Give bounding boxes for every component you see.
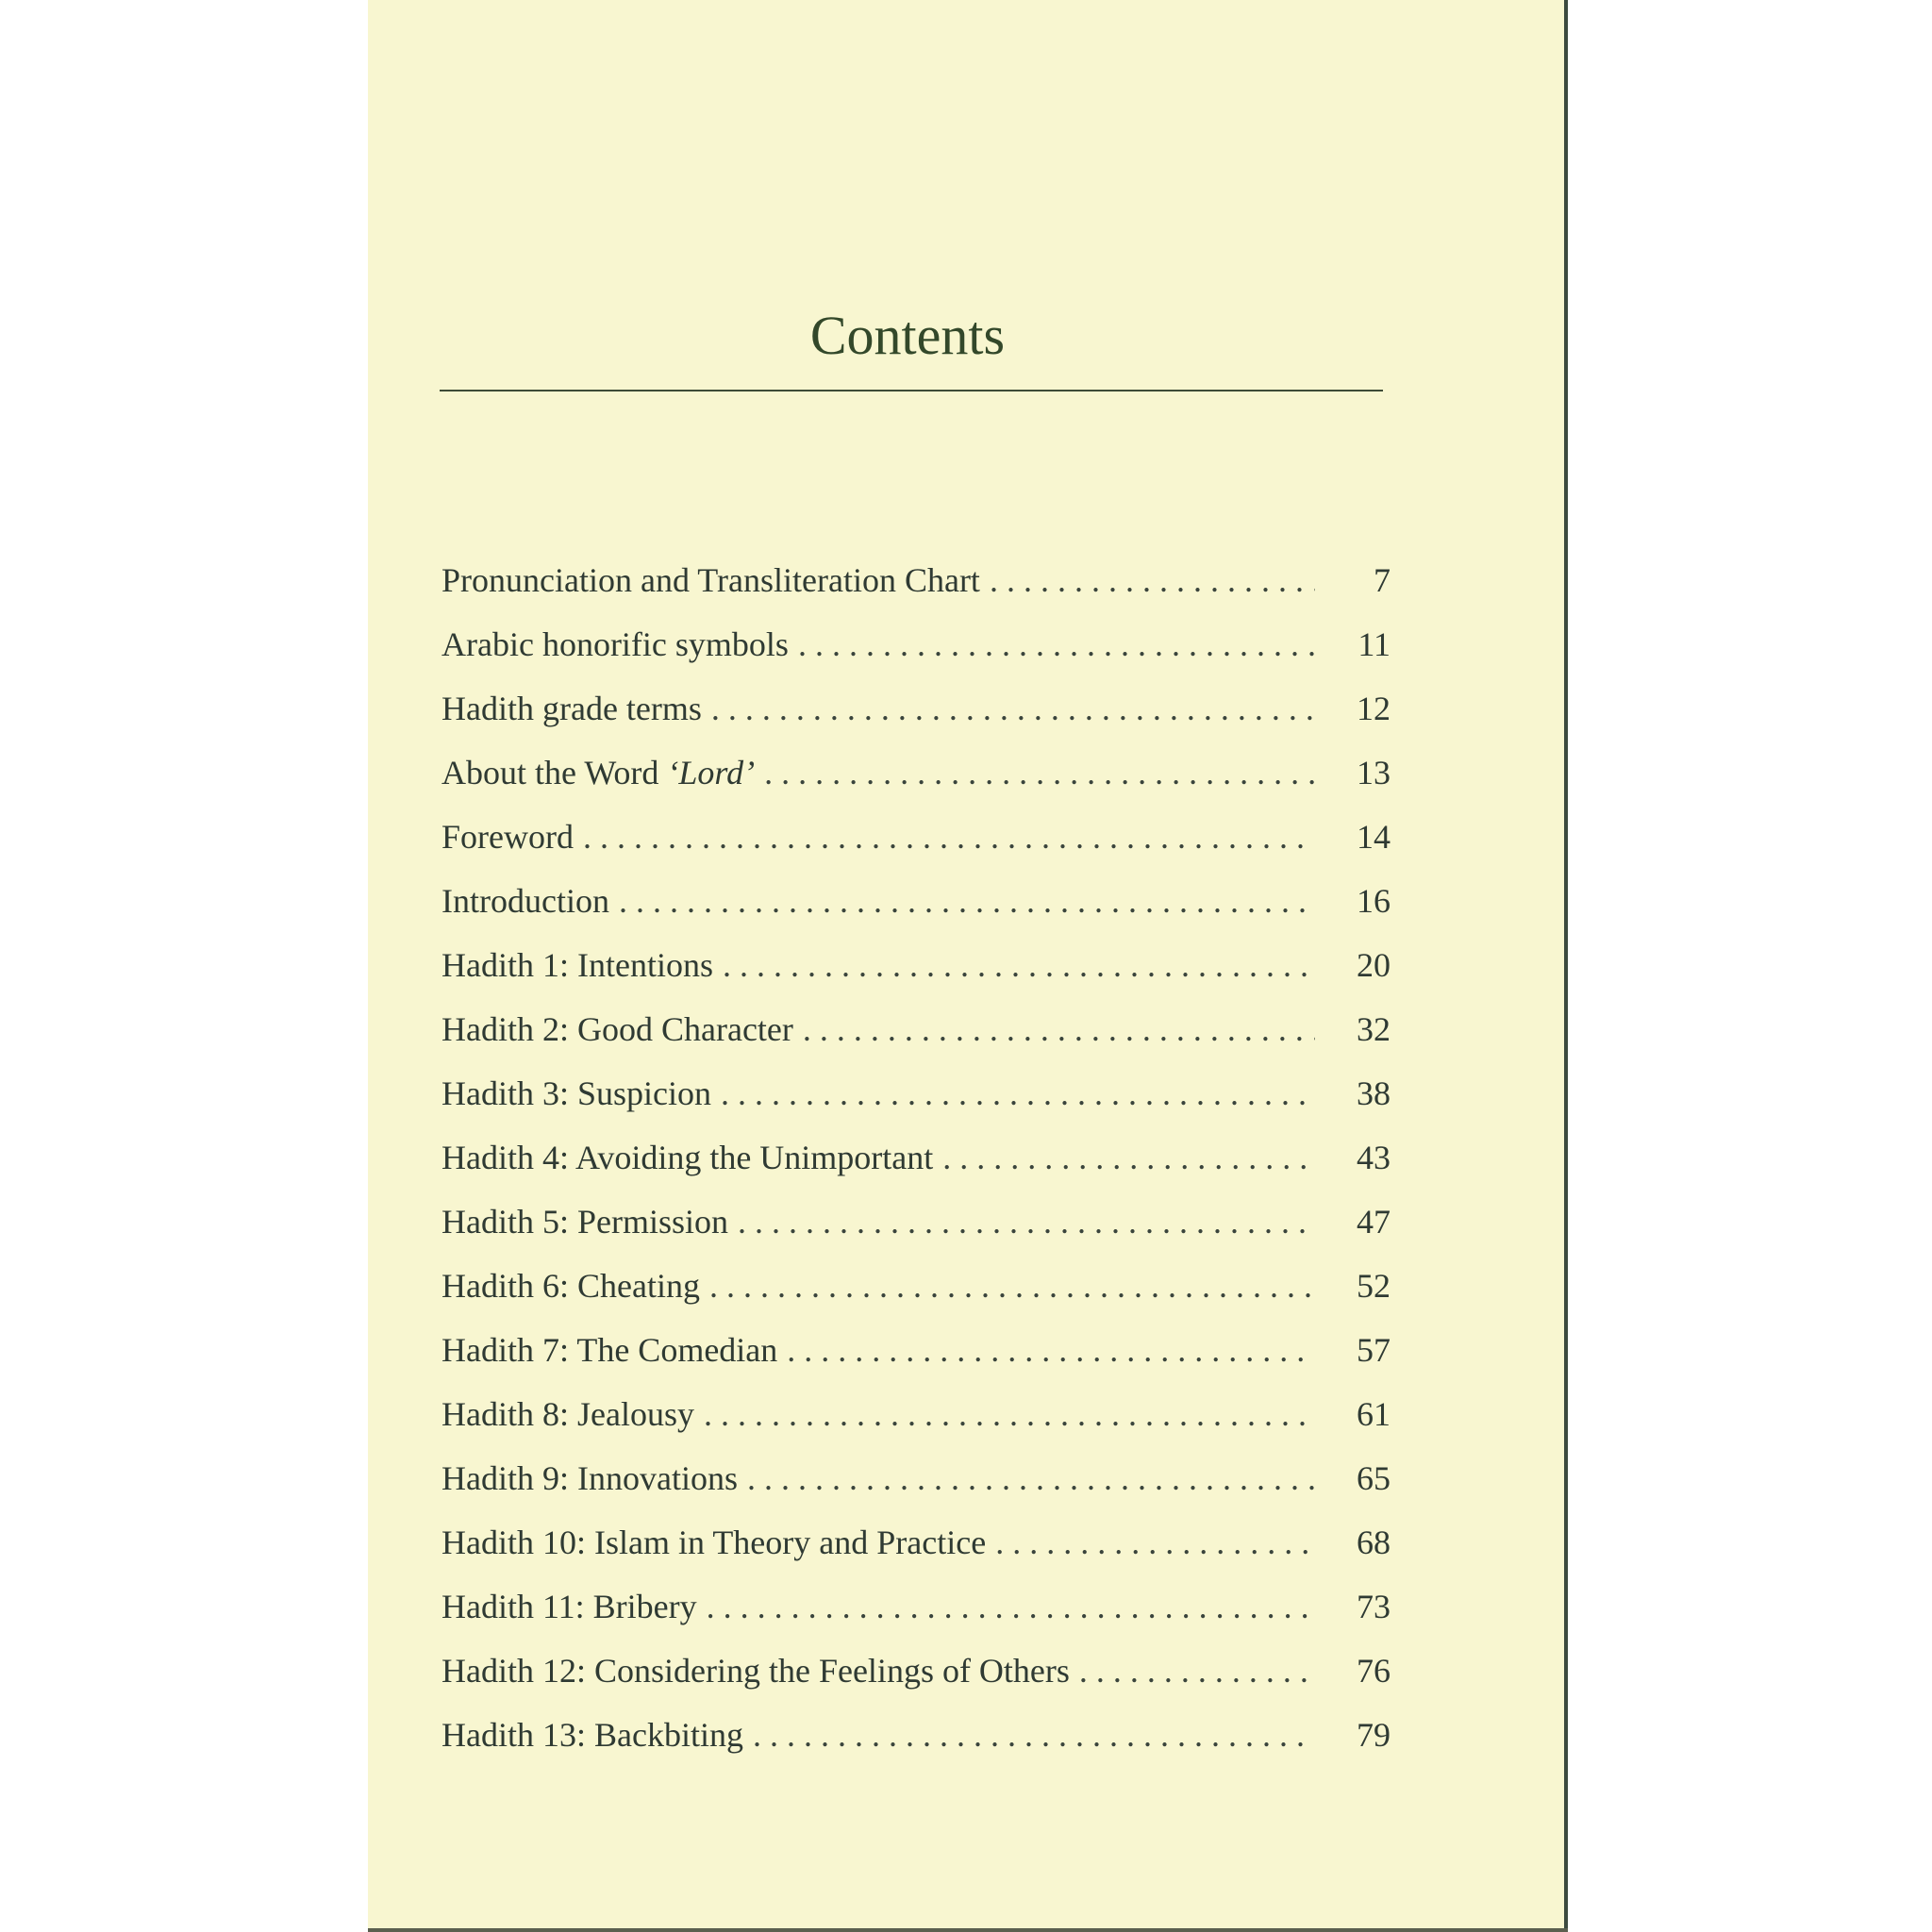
toc-entry-page: 11 — [1357, 625, 1391, 663]
page-bottom-edge — [368, 1928, 1568, 1932]
toc-entry-page: 73 — [1357, 1588, 1391, 1625]
toc-entry-page: 79 — [1357, 1716, 1391, 1754]
toc-entry-hadith-7 — [441, 1330, 1391, 1394]
toc-entry-hadith-6 — [441, 1266, 1391, 1330]
toc-entry-pronunciation — [441, 560, 1391, 625]
dot-leader — [709, 1266, 1315, 1306]
dot-leader — [747, 1458, 1315, 1498]
toc-entry-page: 7 — [1374, 561, 1391, 599]
toc-entry-title: Hadith 9: Innovations — [441, 1459, 738, 1497]
toc-entry-title: Pronunciation and Transliteration Chart — [441, 561, 980, 599]
toc-entry-hadith-12 — [441, 1651, 1391, 1715]
toc-entry-title: Hadith 4: Avoiding the Unimportant — [441, 1139, 934, 1176]
toc-entry-title: Hadith 13: Backbiting — [441, 1716, 743, 1754]
dot-leader — [619, 881, 1315, 921]
dot-leader — [995, 1523, 1315, 1562]
heading-rule — [440, 390, 1383, 391]
dot-leader — [704, 1394, 1315, 1434]
toc-entry-hadith-4 — [441, 1138, 1391, 1202]
toc-entry-word-lord — [441, 753, 1391, 817]
toc-entry-page: 38 — [1357, 1074, 1391, 1112]
toc-entry-hadith-3 — [441, 1074, 1391, 1138]
dot-leader — [990, 560, 1315, 600]
table-of-contents — [441, 560, 1391, 1779]
toc-entry-grade-terms — [441, 689, 1391, 753]
toc-entry-title: Arabic honorific symbols — [441, 625, 789, 663]
toc-entry-title-italic: ‘Lord’ — [667, 754, 756, 791]
toc-entry-title-prefix: About the Word — [441, 754, 668, 791]
toc-entry-page: 76 — [1357, 1652, 1391, 1690]
toc-entry-hadith-1 — [441, 945, 1391, 1009]
toc-entry-introduction — [441, 881, 1391, 945]
page-right-edge — [1564, 0, 1568, 1932]
toc-entry-page: 43 — [1357, 1139, 1391, 1176]
toc-entry-title: Hadith grade terms — [441, 690, 702, 727]
toc-entry-page: 61 — [1357, 1395, 1391, 1433]
toc-entry-hadith-10 — [441, 1523, 1391, 1587]
toc-entry-title: Hadith 5: Permission — [441, 1203, 728, 1241]
dot-leader — [711, 689, 1315, 728]
toc-entry-foreword — [441, 817, 1391, 881]
contents-heading: Contents — [809, 305, 1006, 366]
toc-entry-title: Hadith 12: Considering the Feelings of Others — [441, 1652, 1070, 1690]
toc-entry-title: Hadith 1: Intentions — [441, 946, 713, 984]
toc-entry-page: 16 — [1357, 882, 1391, 920]
toc-entry-hadith-5 — [441, 1202, 1391, 1266]
toc-entry-page: 65 — [1357, 1459, 1391, 1497]
dot-leader — [721, 1074, 1315, 1113]
toc-entry-title: Introduction — [441, 882, 609, 920]
toc-entry-title: Hadith 2: Good Character — [441, 1010, 793, 1048]
toc-entry-title: Hadith 3: Suspicion — [441, 1074, 711, 1112]
dot-leader — [723, 945, 1315, 985]
dot-leader — [1079, 1651, 1315, 1690]
toc-entry-page: 47 — [1357, 1203, 1391, 1241]
toc-entry-title: Hadith 11: Bribery — [441, 1588, 697, 1625]
toc-entry-page: 13 — [1357, 754, 1391, 791]
dot-leader — [764, 753, 1315, 792]
toc-entry-page: 32 — [1357, 1010, 1391, 1048]
toc-entry-page: 68 — [1357, 1524, 1391, 1561]
dot-leader — [798, 625, 1315, 664]
toc-entry-title: Hadith 7: The Comedian — [441, 1331, 778, 1369]
dot-leader — [707, 1587, 1315, 1626]
book-page — [368, 0, 1566, 1932]
toc-entry-title: Hadith 6: Cheating — [441, 1267, 700, 1305]
toc-entry-page: 52 — [1357, 1267, 1391, 1305]
toc-entry-page: 12 — [1357, 690, 1391, 727]
toc-entry-title: Foreword — [441, 818, 574, 856]
dot-leader — [787, 1330, 1315, 1370]
toc-entry-hadith-2 — [441, 1009, 1391, 1074]
toc-entry-hadith-9 — [441, 1458, 1391, 1523]
toc-entry-page: 20 — [1357, 946, 1391, 984]
dot-leader — [942, 1138, 1315, 1177]
toc-entry-title: Hadith 8: Jealousy — [441, 1395, 694, 1433]
toc-entry-hadith-13 — [441, 1715, 1391, 1779]
dot-leader — [583, 817, 1315, 857]
dot-leader — [803, 1009, 1315, 1049]
dot-leader — [753, 1715, 1315, 1755]
dot-leader — [738, 1202, 1315, 1241]
toc-entry-hadith-8 — [441, 1394, 1391, 1458]
toc-entry-title — [441, 753, 755, 792]
toc-entry-page: 14 — [1357, 818, 1391, 856]
toc-entry-hadith-11 — [441, 1587, 1391, 1651]
toc-entry-page: 57 — [1357, 1331, 1391, 1369]
toc-entry-title: Hadith 10: Islam in Theory and Practice — [441, 1524, 987, 1561]
toc-entry-honorific-symbols — [441, 625, 1391, 689]
